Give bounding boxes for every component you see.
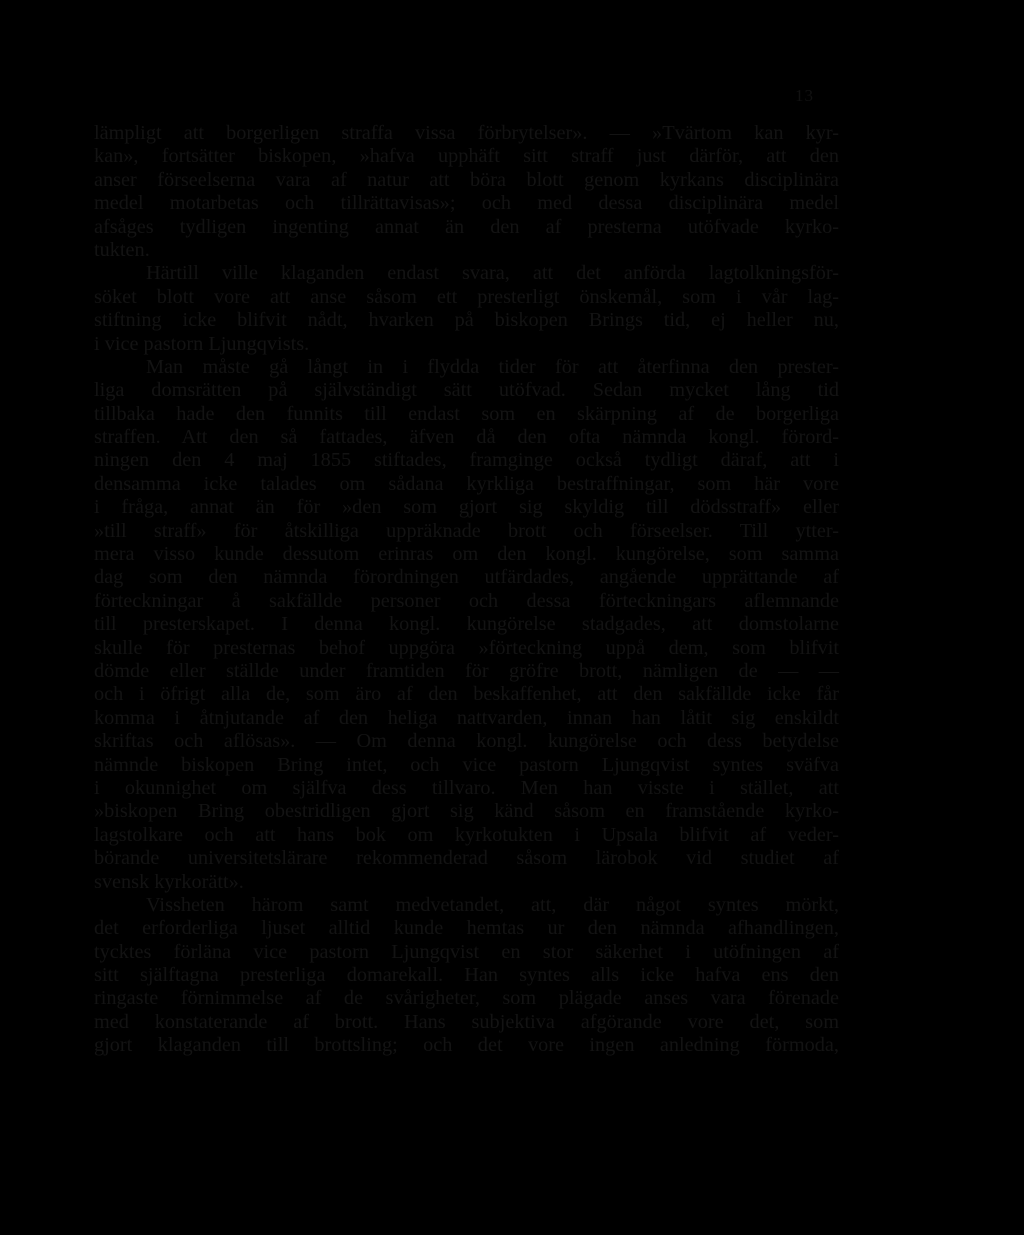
text-line: densamma icke talades om sådana kyrkliga bestraffningar, som här vore: [94, 472, 839, 495]
body-text: [94, 122, 839, 1058]
page-number: 13: [795, 86, 814, 105]
text-line: »biskopen Bring obestridligen gjort sig känd såsom en framstående kyrko-: [94, 800, 839, 823]
text-line: det erforderliga ljuset alltid kunde hemtas ur den nämnda afhandlingen,: [94, 917, 839, 940]
text-line: lagstolkare och att hans bok om kyrkotukten i Upsala blifvit af veder-: [94, 823, 839, 846]
paragraph-start-line: Härtill ville klaganden endast svara, att det anförda lagtolkningsför-: [146, 262, 839, 285]
text-line: med konstaterande af brott. Hans subjektiva afgörande vore det, som: [94, 1010, 839, 1033]
text-line: nämnde biskopen Bring intet, och vice pastorn Ljungqvist syntes sväfva: [94, 753, 839, 776]
paragraph-start-line: Man måste gå långt in i flydda tider för att återfinna den prester-: [146, 355, 839, 378]
text-line: svensk kyrkorätt».: [94, 870, 244, 893]
text-line: kan», fortsätter biskopen, »hafva upphäft sitt straff just därför, att den: [94, 145, 839, 168]
text-line: ningen den 4 maj 1855 stiftades, framginge också tydligt däraf, att i: [94, 449, 839, 472]
text-line: i okunnighet om själfva dess tillvaro. Men han visste i stället, att: [94, 776, 839, 799]
text-line: liga domsrätten på självständigt sätt utöfvad. Sedan mycket lång tid: [94, 379, 839, 402]
text-line: sitt själftagna presterliga domarekall. Han syntes alls icke hafva ens den: [94, 964, 839, 987]
paragraph-start-line: Vissheten härom samt medvetandet, att, där något syntes mörkt,: [146, 893, 839, 916]
text-line: afsåges tydligen ingenting annat än den af presterna utöfvade kyrko-: [94, 215, 839, 238]
text-line: skriftas och aflösas». — Om denna kongl. kungörelse och dess betydelse: [94, 730, 839, 753]
text-line: anser förseelserna vara af natur att böra blott genom kyrkans disciplinära: [94, 168, 839, 191]
text-line: straffen. Att den så fattades, äfven då den ofta nämnda kongl. förord-: [94, 426, 839, 449]
text-line: tillbaka hade den funnits till endast som en skärpning af de borgerliga: [94, 402, 839, 425]
text-line: lämpligt att borgerligen straffa vissa förbrytelser». — »Tvärtom kan kyr-: [94, 122, 839, 144]
text-line: söket blott vore att anse såsom ett presterligt önskemål, som i vår lag-: [94, 285, 839, 308]
text-line: komma i åtnjutande af den heliga nattvarden, innan han låtit sig enskildt: [94, 706, 839, 729]
text-line: ringaste förnimmelse af de svårigheter, som plägade anses vara förenade: [94, 987, 839, 1010]
text-line: och i öfrigt alla de, som äro af den beskaffenhet, att den sakfällde icke får: [94, 683, 839, 706]
text-line: dömde eller ställde under framtiden för gröfre brott, nämligen de — —: [94, 659, 839, 682]
text-line: börande universitetslärare rekommenderad såsom lärobok vid studiet af: [94, 847, 839, 870]
text-line: »till straff» för åtskilliga uppräknade brott och förseelser. Till ytter-: [94, 519, 839, 542]
text-line: medel motarbetas och tillrättavisas»; och med dessa disciplinära medel: [94, 192, 839, 215]
text-line: i fråga, annat än för »den som gjort sig skyldig till dödsstraff» eller: [94, 496, 839, 519]
text-line: dag som den nämnda förordningen utfärdades, angående upprättande af: [94, 566, 839, 589]
text-line: mera visso kunde dessutom erinras om den kongl. kungörelse, som samma: [94, 543, 839, 566]
text-line: gjort klaganden till brottsling; och det vore ingen anledning förmoda,: [94, 1034, 839, 1057]
text-line: tycktes förläna vice pastorn Ljungqvist en stor säkerhet i utöfningen af: [94, 940, 839, 963]
text-line: till presterskapet. I denna kongl. kungörelse stadgades, att domstolarne: [94, 613, 839, 636]
text-line: i vice pastorn Ljungqvists.: [94, 332, 310, 355]
text-line: förteckningar å sakfällde personer och dessa förteckningars aflemnande: [94, 589, 839, 612]
text-line: tukten.: [94, 238, 150, 261]
text-line: stiftning icke blifvit nådt, hvarken på biskopen Brings tid, ej heller nu,: [94, 309, 839, 332]
text-line: skulle för presternas behof uppgöra »förteckning uppå dem, som blifvit: [94, 636, 839, 659]
